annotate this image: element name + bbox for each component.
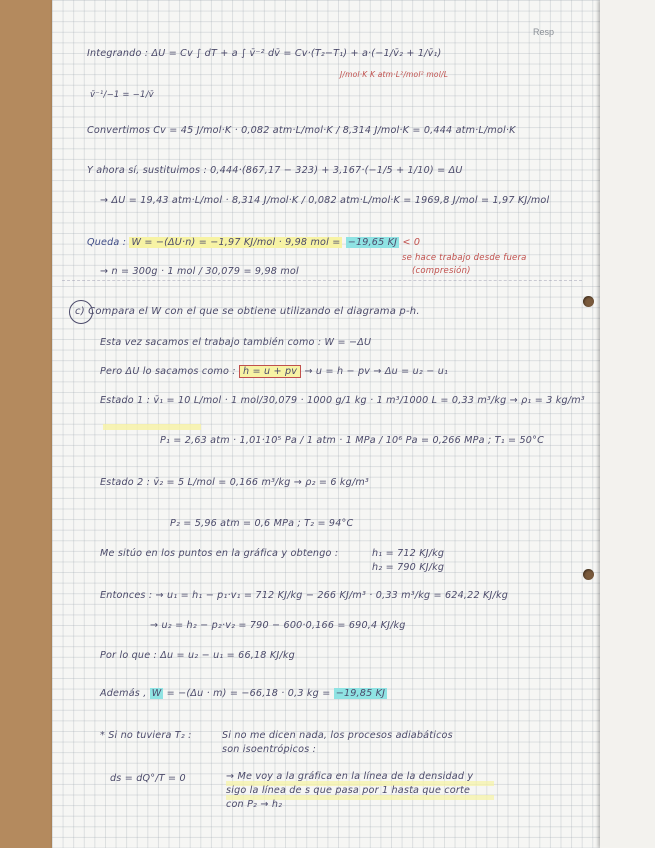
punch-hole — [583, 296, 594, 307]
enthalpy-intro: Pero ΔU lo sacamos como : — [100, 366, 236, 377]
enthalpy-relation — [100, 366, 448, 377]
adiabatic-note: Si no me dicen nada, los procesos adiabáticos — [222, 730, 453, 741]
internal-energy-relation: → u = h − pv → Δu = u₂ − u₁ — [304, 366, 449, 377]
ademas-label: Además , — [100, 688, 147, 699]
work-definition: Esta vez sacamos el trabajo también como : W = −ΔU — [100, 337, 372, 348]
work-symbol-highlight: W — [151, 688, 162, 699]
moles-calc: → n = 300g · 1 mol / 30,079 = 9,98 mol — [100, 266, 299, 277]
section-c-statement: c) Compara el W con el que se obtiene utilizando el diagrama p-h. — [75, 306, 420, 317]
isentropic-note: son isoentrópicos : — [222, 744, 317, 755]
u2-calculation: → u₂ = h₂ − p₂·v₂ = 790 − 600·0,166 = 690,4 KJ/kg — [150, 620, 406, 631]
final-work-line — [100, 688, 387, 699]
graph-instruction-2: sigo la línea de s que pasa por 1 hasta que corte — [226, 785, 471, 796]
integral-note: v̄⁻¹/−1 = −1/v̄ — [90, 90, 154, 100]
queda-label: Queda : — [87, 237, 127, 248]
h2-value: h₂ = 790 KJ/kg — [372, 562, 445, 573]
state-2-pressure: P₂ = 5,96 atm = 0,6 MPa ; T₂ = 94°C — [170, 518, 354, 529]
back-sheet — [600, 0, 655, 848]
final-work-value-highlight: −19,85 KJ — [335, 688, 386, 699]
state-1-volume: Estado 1 : v̄₁ = 10 L/mol · 1 mol/30,079 · 1000 g/1 kg · 1 m³/1000 L = 0,33 m³/kg → ρ₁ = 3 kg/m³ — [100, 395, 585, 406]
h1-value: h₁ = 712 KJ/kg — [372, 548, 445, 559]
yellow-highlight-mark — [103, 424, 201, 430]
u1-calculation: Entonces : → u₁ = h₁ − p₁·v₁ = 712 KJ/kg − 266 KJ/m³ · 0,33 m³/kg = 624,22 KJ/kg — [100, 590, 509, 601]
delta-u-final: Por lo que : Δu = u₂ − u₁ = 66,18 KJ/kg — [100, 650, 295, 661]
work-sign: < 0 — [402, 237, 421, 248]
work-result-line — [87, 237, 420, 248]
state-2-volume: Estado 2 : v̄₂ = 5 L/mol = 0,166 m³/kg → ρ₂ = 6 kg/m³ — [100, 477, 369, 488]
entropy-equation: ds = dQ°/T = 0 — [110, 773, 186, 784]
cv-conversion: Convertimos Cv = 45 J/mol·K · 0,082 atm·L/mol·K / 8,314 J/mol·K = 0,444 atm·L/mol·K — [87, 125, 516, 136]
no-t2-heading: * Si no tuviera T₂ : — [100, 730, 192, 741]
graph-instruction-1: → Me voy a la gráfica en la línea de la densidad y — [226, 771, 474, 782]
state-1-pressure: P₁ = 2,63 atm · 1,01·10⁵ Pa / 1 atm · 1 MPa / 10⁶ Pa = 0,266 MPa ; T₁ = 50°C — [160, 435, 544, 446]
final-work-formula: = −(Δu · m) = −66,18 · 0,3 kg = — [166, 688, 331, 699]
integration-units: J/mol·K K atm·L²/mol² mol/L — [340, 70, 449, 79]
enthalpy-formula-box: h = u + pv — [239, 365, 301, 378]
work-value-highlight: −19,65 KJ — [347, 237, 398, 248]
punch-hole — [583, 569, 594, 580]
integration-equation: Integrando : ΔU = Cv ∫ dT + a ∫ v̄⁻² dv̄ = Cv·(T₂−T₁) + a·(−1/v̄₂ + 1/v̄₁) — [87, 48, 442, 59]
back-sheet-label: Resp — [533, 27, 555, 37]
compression-note-2: (compresión) — [412, 266, 471, 276]
graph-reading: Me sitúo en los puntos en la gráfica y obtengo : — [100, 548, 339, 559]
substitution-line: Y ahora sí, sustituimos : 0,444·(867,17 − 323) + 3,167·(−1/5 + 1/10) = ΔU — [87, 165, 463, 176]
section-separator — [62, 280, 582, 281]
compression-note-1: se hace trabajo desde fuera — [402, 253, 527, 263]
graph-instruction-3: con P₂ → h₂ — [226, 799, 283, 810]
work-formula: W = −(ΔU·n) = −1,97 KJ/mol · 9,98 mol = — [131, 237, 341, 248]
delta-u-result: → ΔU = 19,43 atm·L/mol · 8,314 J/mol·K / 0,082 atm·L/mol·K = 1969,8 J/mol = 1,97 KJ/mol — [100, 195, 550, 206]
